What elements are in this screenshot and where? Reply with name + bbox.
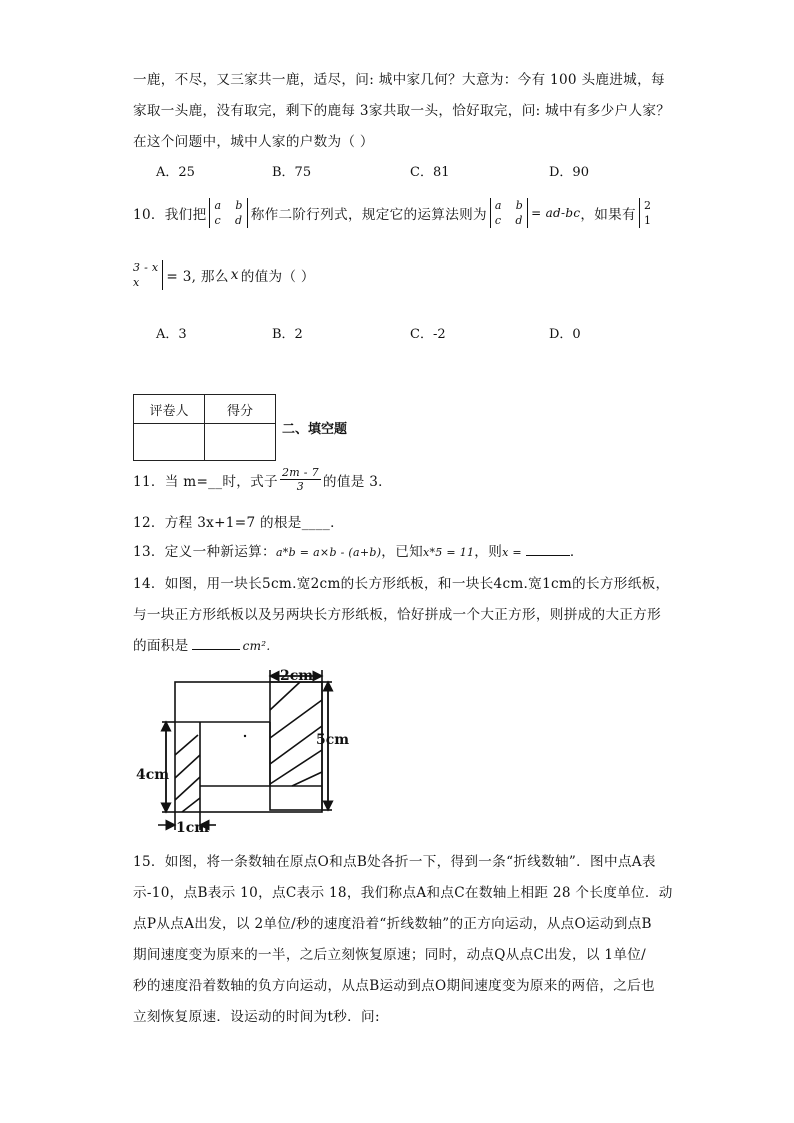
det2-bottom: 1	[643, 214, 652, 227]
q13-given: x*5 = 11	[422, 546, 475, 559]
q14-line-1: 14．如图，用一块长5cm.宽2cm的长方形纸板，和一块长4cm.宽1cm的长方形纸板，	[133, 576, 670, 592]
q9-option-d[interactable]: D．90	[549, 165, 589, 180]
q13-formula: a*b = a×b - (a+b)	[275, 546, 382, 559]
q10-mid: 称作二阶行列式，规定它的运算法则为	[250, 207, 487, 223]
q15-line-6: 立刻恢复原速．设运动的时间为t秒．问:	[133, 1009, 380, 1025]
q13-ask: x =	[502, 546, 522, 559]
label-1cm: 1cm	[176, 820, 210, 836]
q14-figure	[130, 660, 360, 838]
q9-line-2: 家取一头鹿，没有取完，剩下的鹿每 3家共取一头，恰好取完，问: 城中有多少户人家？	[133, 103, 671, 119]
q15-line-2: 示-10，点B表示 10，点C表示 18，我们称点A和点C在数轴上相距 28 个长度单位．动	[133, 885, 673, 901]
q10-line-1	[133, 198, 655, 228]
det-c: c	[214, 214, 221, 227]
q9-option-a[interactable]: A．25	[156, 165, 195, 180]
score-table-reviewer-header: 评卷人	[134, 395, 205, 424]
q10-det2-start	[639, 198, 655, 228]
q10-option-b[interactable]: B．2	[272, 327, 303, 342]
det-d: d	[515, 214, 523, 227]
q14-line-3-prefix: 的面积是	[133, 638, 189, 654]
q12: 12．方程 3x+1=7 的根是____．	[133, 515, 344, 531]
q14-answer-blank[interactable]	[192, 649, 240, 650]
q13-mid: ，已知	[381, 544, 423, 560]
q11-numerator: 2m - 7	[281, 466, 319, 479]
q10-prefix: 10．我们把	[133, 207, 207, 223]
det-b: b	[235, 199, 243, 212]
q13-end: ．	[569, 544, 584, 560]
q10-rule: = ad-bc	[531, 206, 581, 220]
score-table	[133, 394, 276, 461]
det-c: c	[494, 214, 502, 227]
q11-fraction	[280, 466, 321, 493]
q11-suffix: 的值是 3．	[322, 473, 393, 490]
label-5cm: 5cm	[316, 732, 350, 748]
q10-line-2	[133, 260, 315, 290]
q11-prefix: 11．当 m=__时，式子	[133, 473, 278, 490]
det3-bottom: x	[133, 276, 140, 289]
det-a: a	[494, 199, 502, 212]
q10-tail: = 3, 那么	[166, 269, 229, 285]
q9-option-c[interactable]: C．81	[410, 165, 450, 180]
score-table-score-header: 得分	[205, 395, 276, 424]
outer-square	[175, 682, 322, 812]
det-d: d	[234, 214, 243, 227]
q15-line-3: 点P从点A出发，以 2单位/秒的速度沿着“折线数轴”的正方向运动，从点O运动到点B	[133, 916, 652, 932]
q9-option-b[interactable]: B．75	[272, 165, 312, 180]
q10-option-a[interactable]: A．3	[156, 327, 187, 342]
q10-tail2: 的值为（ ）	[240, 269, 315, 285]
q13	[133, 540, 584, 560]
score-table-reviewer-cell[interactable]	[134, 424, 205, 461]
q10-option-d[interactable]: D．0	[549, 327, 581, 342]
q10-option-c[interactable]: C．-2	[410, 327, 446, 342]
q9-line-3: 在这个问题中，城中人家的户数为（ ）	[133, 134, 374, 150]
q13-then: ，则	[474, 544, 503, 560]
rect-2x5	[270, 682, 322, 810]
det-b: b	[515, 199, 524, 212]
q13-prefix: 13．定义一种新运算：	[133, 544, 276, 560]
det2-top: 2	[643, 199, 652, 212]
q10-var: x	[230, 267, 239, 283]
q11-denominator: 3	[296, 480, 305, 493]
section-title: 二、填空题	[282, 422, 348, 437]
q15-line-5: 秒的速度沿着数轴的负方向运动，从点B运动到点O期间速度变为原来的两倍，之后也	[133, 978, 655, 994]
q14-line-3	[133, 634, 271, 654]
det-a: a	[214, 199, 222, 212]
q15-line-1: 15．如图，将一条数轴在原点O和点B处各折一下，得到一条“折线数轴”．图中点A表	[133, 854, 656, 870]
q14-line-2: 与一块正方形纸板以及另两块长方形纸板，恰好拼成一个大正方形，则拼成的大正方形	[133, 607, 661, 623]
q10-suffix: ，如果有	[580, 207, 636, 223]
score-table-score-cell[interactable]	[205, 424, 276, 461]
q10-determinant-def	[209, 198, 247, 228]
q10-determinant-rule	[490, 198, 528, 228]
label-4cm: 4cm	[136, 767, 170, 783]
q9-line-1: 一鹿，不尽，又三家共一鹿，适尽，问: 城中家几何？大意为：今有 100 头鹿进城，每	[133, 72, 665, 88]
q10-det2-end	[133, 260, 163, 290]
det3-top: 3 - x	[133, 261, 159, 274]
q15-line-4: 期间速度变为原来的一半，之后立刻恢复原速；同时，动点Q从点C出发，以 1单位/	[133, 947, 646, 963]
label-2cm: 2cm	[280, 668, 314, 684]
q13-answer-blank[interactable]	[526, 555, 570, 556]
q14-unit: cm².	[242, 639, 271, 653]
q11	[133, 466, 392, 493]
